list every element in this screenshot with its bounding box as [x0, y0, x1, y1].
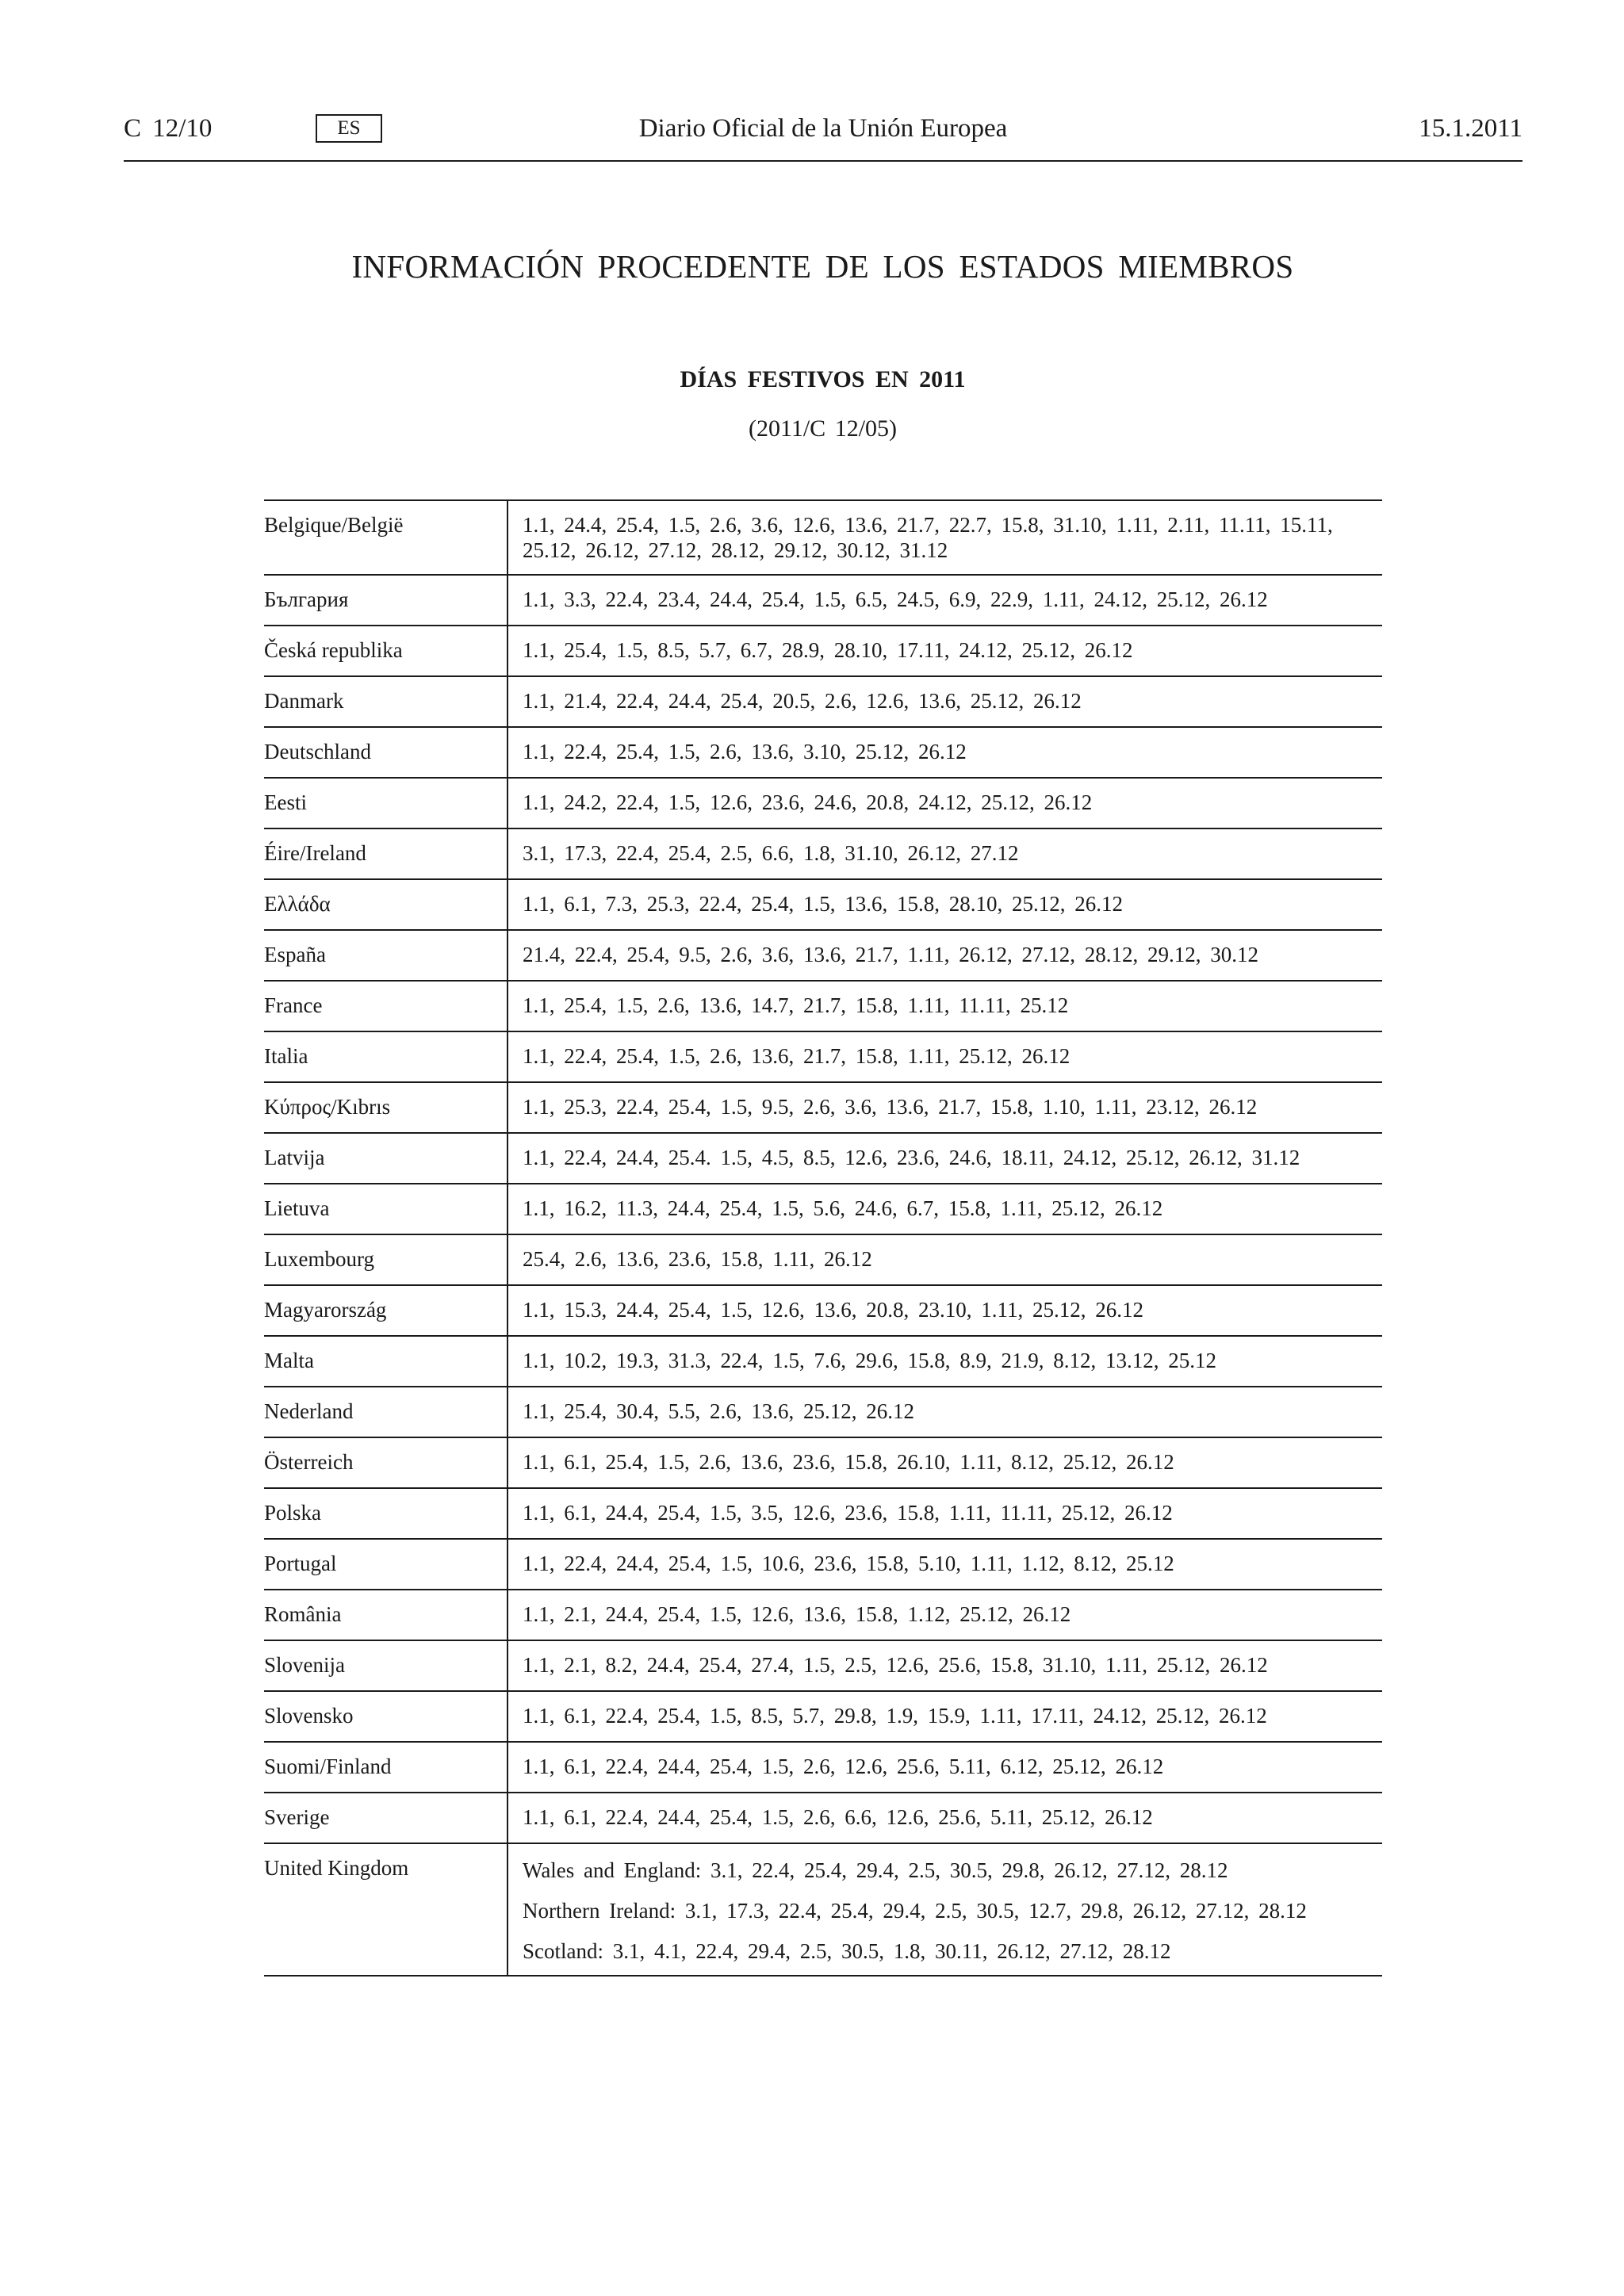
- table-row: [264, 1387, 1382, 1438]
- holidays-table: [264, 499, 1382, 1976]
- country-cell: France: [264, 982, 508, 1031]
- table-row: [264, 626, 1382, 677]
- dates-cell: 1.1, 6.1, 22.4, 24.4, 25.4, 1.5, 2.6, 12.6, 25.6, 5.11, 6.12, 25.12, 26.12: [523, 1755, 1164, 1778]
- table-row: [264, 576, 1382, 626]
- dates-cell: 1.1, 25.4, 30.4, 5.5, 2.6, 13.6, 25.12, 26.12: [523, 1399, 914, 1423]
- country-cell: Deutschland: [264, 728, 508, 777]
- table-row: [264, 501, 1382, 576]
- table-row: [264, 1134, 1382, 1184]
- dates-cell: 1.1, 15.3, 24.4, 25.4, 1.5, 12.6, 13.6, 20.8, 23.10, 1.11, 25.12, 26.12: [523, 1298, 1143, 1322]
- dates-cell: 25.4, 2.6, 13.6, 23.6, 15.8, 1.11, 26.12: [523, 1247, 872, 1271]
- dates-cell: 1.1, 2.1, 8.2, 24.4, 25.4, 27.4, 1.5, 2.5, 12.6, 25.6, 15.8, 31.10, 1.11, 25.12, 26.12: [523, 1653, 1268, 1677]
- country-cell: Nederland: [264, 1387, 508, 1437]
- dates-cell: 1.1, 16.2, 11.3, 24.4, 25.4, 1.5, 5.6, 24.6, 6.7, 15.8, 1.11, 25.12, 26.12: [523, 1196, 1163, 1220]
- dates-cell: 1.1, 25.4, 1.5, 2.6, 13.6, 14.7, 21.7, 15.8, 1.11, 11.11, 25.12: [523, 993, 1069, 1017]
- country-cell: Lietuva: [264, 1184, 508, 1234]
- region-dates-line: Scotland: 3.1, 4.1, 22.4, 29.4, 2.5, 30.5, 1.8, 30.11, 26.12, 27.12, 28.12: [523, 1939, 1171, 1963]
- dates-cell: 1.1, 3.3, 22.4, 23.4, 24.4, 25.4, 1.5, 6.5, 24.5, 6.9, 22.9, 1.11, 24.12, 25.12, 26.12: [523, 587, 1268, 611]
- table-row: [264, 1184, 1382, 1235]
- dates-cell: 1.1, 24.2, 22.4, 1.5, 12.6, 23.6, 24.6, 20.8, 24.12, 25.12, 26.12: [523, 790, 1093, 814]
- table-row: [264, 1337, 1382, 1387]
- country-cell: Österreich: [264, 1438, 508, 1487]
- language-code-box: ES: [316, 114, 382, 143]
- country-cell: Latvija: [264, 1134, 508, 1183]
- region-dates-line: Wales and England: 3.1, 22.4, 25.4, 29.4, 2.5, 30.5, 29.8, 26.12, 27.12, 28.12: [523, 1858, 1228, 1882]
- table-row: [264, 779, 1382, 829]
- section-title: INFORMACIÓN PROCEDENTE DE LOS ESTADOS MIEMBROS: [351, 248, 1294, 285]
- dates-cell: 1.1, 6.1, 24.4, 25.4, 1.5, 3.5, 12.6, 23.6, 15.8, 1.11, 11.11, 25.12, 26.12: [523, 1501, 1173, 1525]
- table-row: [264, 1692, 1382, 1743]
- table-row: [264, 829, 1382, 880]
- table-row: [264, 1540, 1382, 1590]
- publication-date: 15.1.2011: [1419, 114, 1522, 143]
- region-dates-line: Northern Ireland: 3.1, 17.3, 22.4, 25.4, 29.4, 2.5, 30.5, 12.7, 29.8, 26.12, 27.12, 28.12: [523, 1899, 1307, 1923]
- table-row: [264, 1793, 1382, 1844]
- dates-cell: 1.1, 22.4, 25.4, 1.5, 2.6, 13.6, 21.7, 15.8, 1.11, 25.12, 26.12: [523, 1044, 1071, 1068]
- table-row: [264, 982, 1382, 1032]
- table-row-united-kingdom: [264, 1844, 1382, 1976]
- dates-cell: 1.1, 22.4, 24.4, 25.4, 1.5, 10.6, 23.6, 15.8, 5.10, 1.11, 1.12, 8.12, 25.12: [523, 1552, 1174, 1575]
- country-cell: Sverige: [264, 1793, 508, 1843]
- country-cell: Κύπρος/Kıbrıs: [264, 1083, 508, 1132]
- table-row: [264, 1286, 1382, 1337]
- country-cell: Polska: [264, 1489, 508, 1538]
- dates-cell: 1.1, 25.3, 22.4, 25.4, 1.5, 9.5, 2.6, 3.6, 13.6, 21.7, 15.8, 1.10, 1.11, 23.12, 26.12: [523, 1095, 1258, 1119]
- holidays-table-body: [264, 501, 1382, 1844]
- country-cell: Éire/Ireland: [264, 829, 508, 878]
- table-row: [264, 1083, 1382, 1134]
- country-cell: Slovenija: [264, 1641, 508, 1690]
- table-row: [264, 728, 1382, 779]
- country-cell: Magyarország: [264, 1286, 508, 1335]
- dates-cell: 1.1, 24.4, 25.4, 1.5, 2.6, 3.6, 12.6, 13.6, 21.7, 22.7, 15.8, 31.10, 1.11, 2.11, 11.11, 15.11, 25.12, 26.12, 27.12, 28.12, 29.12, 30.12, 31.12: [523, 513, 1333, 562]
- country-cell: Belgique/België: [264, 501, 508, 574]
- dates-cell: 1.1, 22.4, 25.4, 1.5, 2.6, 13.6, 3.10, 25.12, 26.12: [523, 740, 967, 763]
- table-row: [264, 1590, 1382, 1641]
- dates-cell: 1.1, 22.4, 24.4, 25.4. 1.5, 4.5, 8.5, 12.6, 23.6, 24.6, 18.11, 24.12, 25.12, 26.12, 31.12: [523, 1146, 1300, 1169]
- dates-cell: 21.4, 22.4, 25.4, 9.5, 2.6, 3.6, 13.6, 21.7, 1.11, 26.12, 27.12, 28.12, 29.12, 30.12: [523, 943, 1258, 966]
- journal-name: Diario Oficial de la Unión Europea: [638, 114, 1008, 143]
- country-cell: Suomi/Finland: [264, 1743, 508, 1792]
- country-cell: Italia: [264, 1032, 508, 1081]
- country-cell: Eesti: [264, 779, 508, 828]
- dates-cell: 1.1, 21.4, 22.4, 24.4, 25.4, 20.5, 2.6, 12.6, 13.6, 25.12, 26.12: [523, 689, 1082, 713]
- country-cell: Česká republika: [264, 626, 508, 675]
- table-row: [264, 1032, 1382, 1083]
- country-cell: Malta: [264, 1337, 508, 1386]
- country-cell: Portugal: [264, 1540, 508, 1589]
- country-cell: Slovensko: [264, 1692, 508, 1741]
- dates-cell: 1.1, 25.4, 1.5, 8.5, 5.7, 6.7, 28.9, 28.10, 17.11, 24.12, 25.12, 26.12: [523, 638, 1133, 662]
- country-cell: Luxembourg: [264, 1235, 508, 1284]
- table-row: [264, 1489, 1382, 1540]
- page-reference: C 12/10: [124, 114, 213, 143]
- country-cell: Danmark: [264, 677, 508, 726]
- document-title: DÍAS FESTIVOS EN 2011: [680, 366, 966, 392]
- dates-cell: 1.1, 2.1, 24.4, 25.4, 1.5, 12.6, 13.6, 15.8, 1.12, 25.12, 26.12: [523, 1602, 1071, 1626]
- dates-cell: 1.1, 6.1, 7.3, 25.3, 22.4, 25.4, 1.5, 13.6, 15.8, 28.10, 25.12, 26.12: [523, 892, 1123, 916]
- dates-cell: 3.1, 17.3, 22.4, 25.4, 2.5, 6.6, 1.8, 31.10, 26.12, 27.12: [523, 841, 1019, 865]
- dates-cell: 1.1, 6.1, 25.4, 1.5, 2.6, 13.6, 23.6, 15.8, 26.10, 1.11, 8.12, 25.12, 26.12: [523, 1450, 1174, 1474]
- table-row: [264, 931, 1382, 982]
- table-row: [264, 880, 1382, 931]
- table-row: [264, 677, 1382, 728]
- dates-cell: [508, 1844, 1382, 1975]
- country-cell: România: [264, 1590, 508, 1640]
- table-row: [264, 1641, 1382, 1692]
- document-reference: (2011/C 12/05): [748, 415, 898, 442]
- country-cell: България: [264, 576, 508, 625]
- dates-cell: 1.1, 6.1, 22.4, 24.4, 25.4, 1.5, 2.6, 6.6, 12.6, 25.6, 5.11, 25.12, 26.12: [523, 1805, 1153, 1829]
- dates-cell: 1.1, 6.1, 22.4, 25.4, 1.5, 8.5, 5.7, 29.8, 1.9, 15.9, 1.11, 17.11, 24.12, 25.12, 26.12: [523, 1704, 1267, 1728]
- table-row: [264, 1438, 1382, 1489]
- country-cell: Ελλάδα: [264, 880, 508, 929]
- dates-cell: 1.1, 10.2, 19.3, 31.3, 22.4, 1.5, 7.6, 29.6, 15.8, 8.9, 21.9, 8.12, 13.12, 25.12: [523, 1349, 1216, 1372]
- country-cell: España: [264, 931, 508, 980]
- country-cell: United Kingdom: [264, 1844, 508, 1975]
- table-row: [264, 1743, 1382, 1793]
- table-row: [264, 1235, 1382, 1286]
- page-header: [124, 111, 1522, 162]
